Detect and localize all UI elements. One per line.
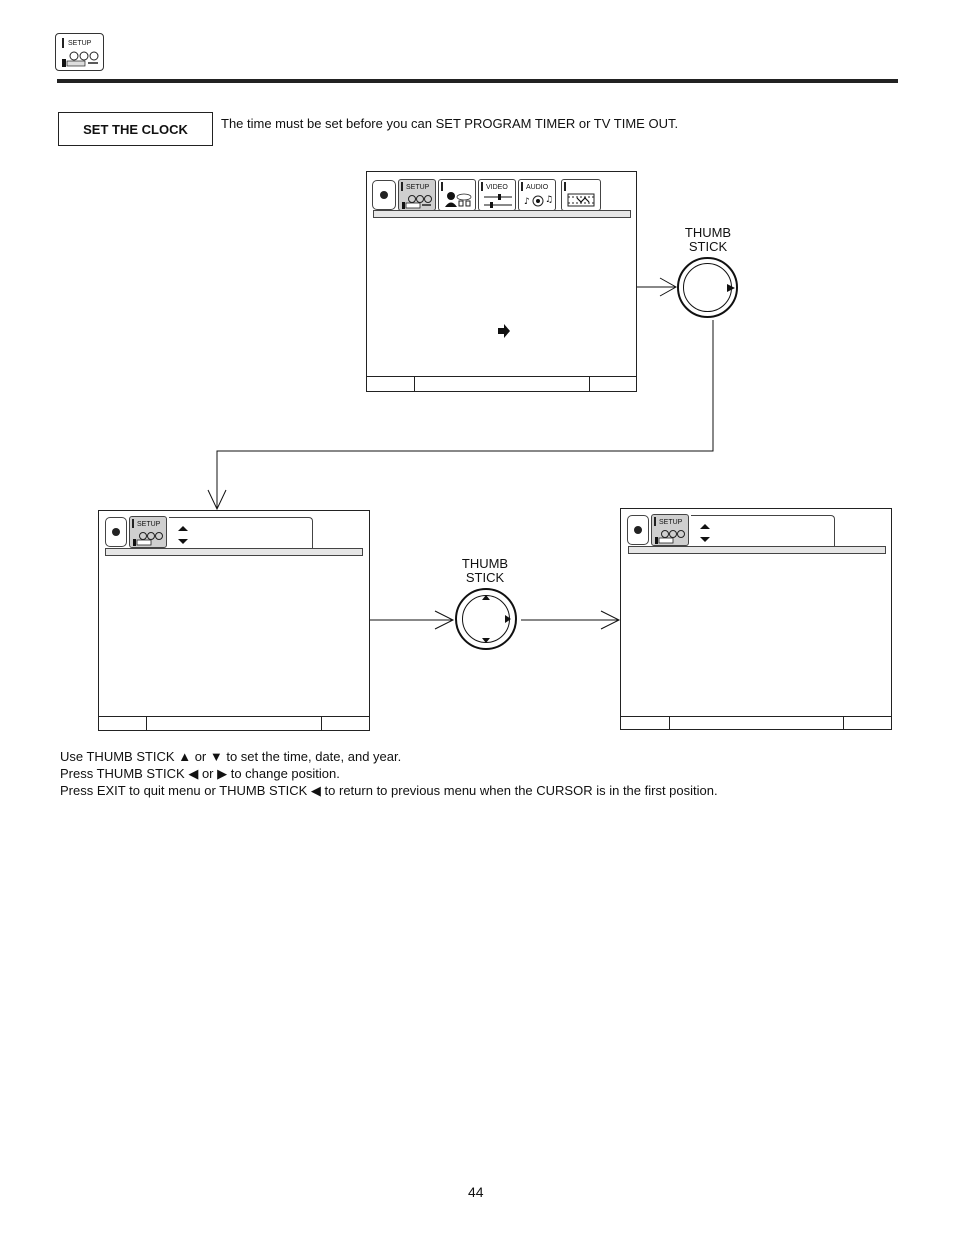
tab-video-label: VIDEO [486,184,508,191]
page-number: 44 [468,1184,484,1200]
tab-setup-label: SETUP [137,521,161,528]
thumb-stick-label-line1: THUMB [461,556,509,571]
svg-text:♪: ♪ [524,197,530,207]
intro-text: The time must be set before you can SET PROGRAM TIMER or TV TIME OUT. [221,116,679,131]
tab-setup-label: SETUP [406,184,430,191]
thumb-stick-label-line2: STICK [688,239,728,254]
instruction-line-2: Press THUMB STICK ◀ or ▶ to change position. [60,766,340,781]
thumb-stick-label-line1: THUMB [684,225,732,240]
instruction-line-3: Press EXIT to quit menu or THUMB STICK ◀ to return to previous menu when the CURSOR is in the first position. [60,783,718,798]
tab-audio-label: AUDIO [526,184,549,191]
svg-text:♫: ♫ [545,195,554,205]
instruction-line-1: Use THUMB STICK ▲ or ▼ to set the time, date, and year. [60,749,402,764]
tab-setup-label: SETUP [659,519,683,526]
thumb-stick-label-line2: STICK [465,570,505,585]
setup-icon-label: SETUP [68,40,92,47]
section-title: SET THE CLOCK [83,121,188,137]
